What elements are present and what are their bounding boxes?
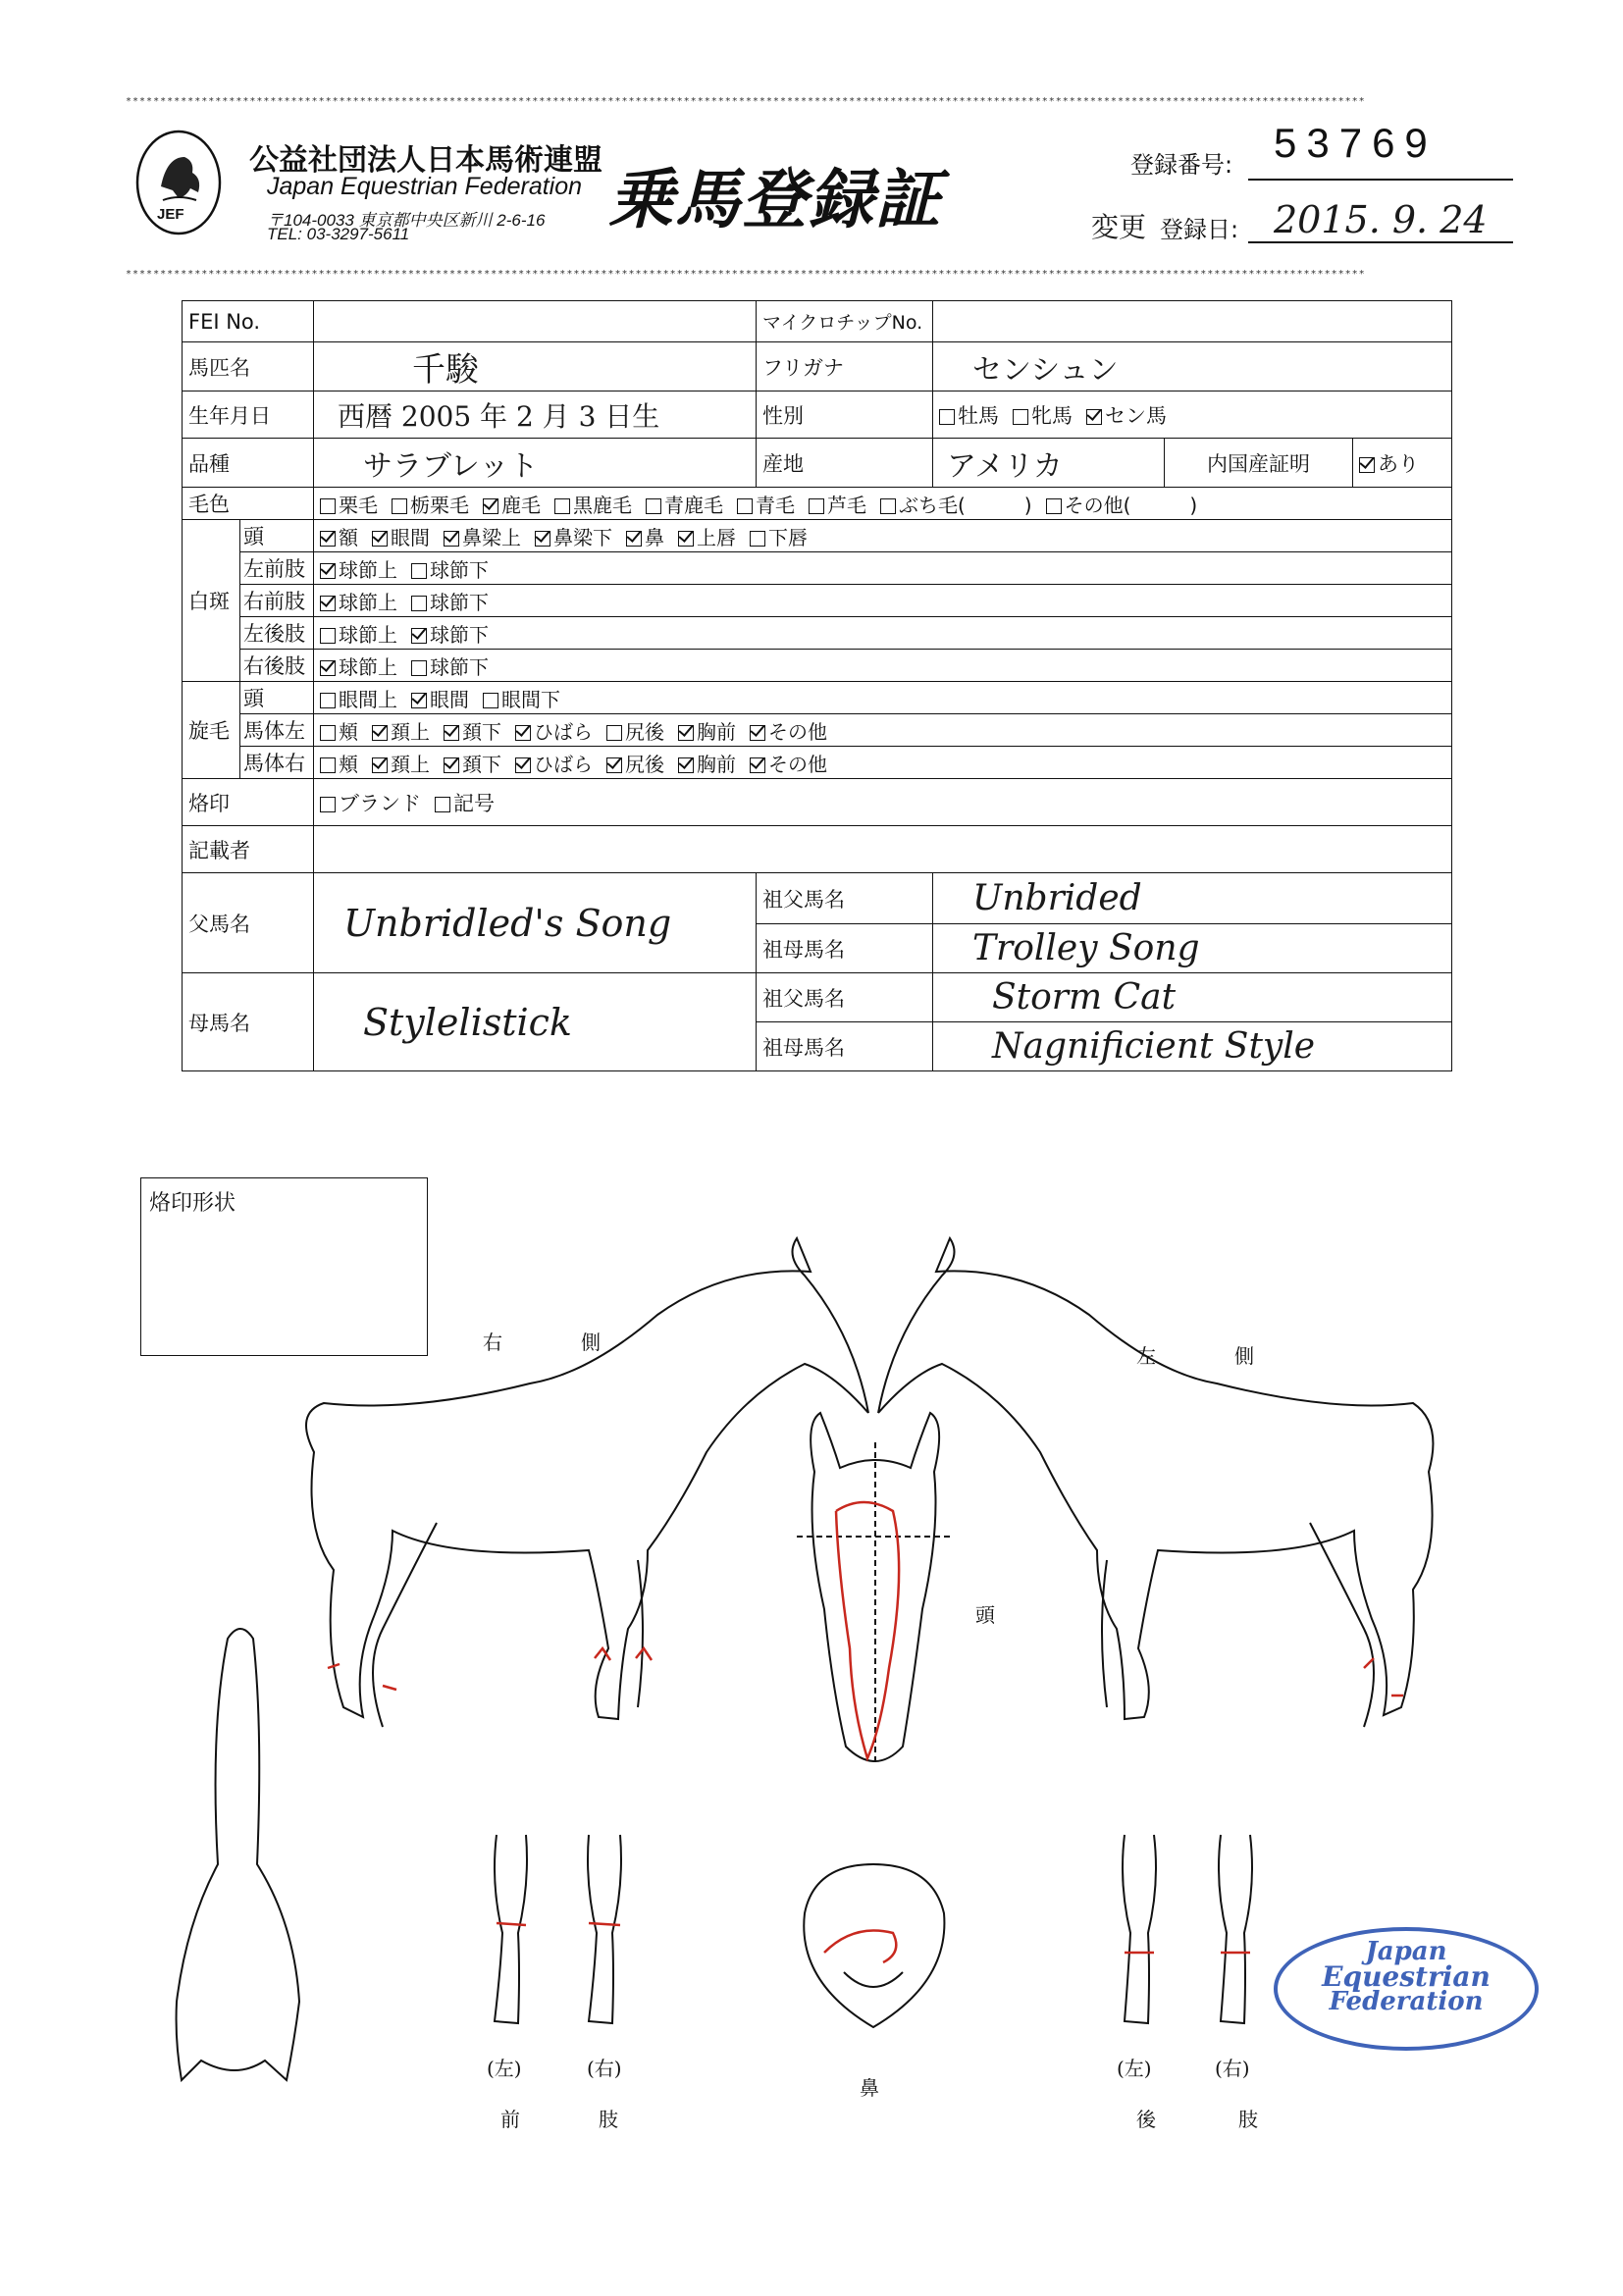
front-limb-char: 肢: [599, 2108, 618, 2131]
option-label: 頬: [339, 752, 358, 776]
option-label: 頚下: [462, 752, 501, 776]
origin-label: 産地: [757, 439, 933, 488]
coat-label: 毛色: [183, 488, 314, 520]
chip-label: マイクロチップNo.: [757, 301, 933, 342]
option-label: 球節下: [430, 557, 489, 582]
front-left-label: (左): [487, 2057, 522, 2080]
brand-label: 烙印: [183, 779, 314, 826]
option-label: 球節下: [430, 622, 489, 647]
org-name-en: Japan Equestrian Federation: [267, 173, 583, 200]
option-label: 頬: [339, 719, 358, 744]
option-label: ひばら: [534, 719, 593, 744]
kana-value: センシュン: [933, 342, 1452, 391]
sire-value: Unbridled's Song: [314, 873, 757, 973]
white-marking-label: 白斑: [183, 520, 240, 682]
front-right-label: (右): [587, 2057, 622, 2080]
reg-no-label: 登録番号:: [1130, 151, 1233, 179]
option-label: 球節下: [430, 654, 489, 679]
left-side-horse: [878, 1238, 1433, 1727]
org-tel: TEL: 03-3297-5611: [267, 225, 410, 243]
option-label: 記号: [453, 791, 495, 815]
recorder-label: 記載者: [183, 826, 314, 873]
option-label: あり: [1378, 451, 1419, 476]
header-divider: ************************************************************************************************************************************************************************************: [126, 269, 1366, 280]
front-char: 前: [500, 2108, 520, 2131]
whorl-label: 旋毛: [183, 682, 240, 779]
option-label: 栃栗毛: [410, 493, 469, 517]
option-label: 鼻: [645, 525, 664, 549]
option-label: 栗毛: [339, 493, 378, 517]
option-label: 頚下: [462, 719, 501, 744]
birth-label: 生年月日: [183, 391, 314, 439]
white-marking-part: 右後肢: [240, 650, 314, 682]
breed-value: サラブレット: [314, 439, 757, 488]
domestic-label: 内国産証明: [1165, 439, 1353, 488]
dam-sire-value: Storm Cat: [933, 973, 1452, 1022]
document-title: 乗馬登録証: [608, 162, 942, 237]
option-label: 胸前: [697, 719, 736, 744]
option-label: 鹿毛: [501, 493, 541, 517]
option-label: 尻後: [625, 719, 664, 744]
white-marking-part: 左前肢: [240, 552, 314, 585]
option-label: 球節下: [430, 590, 489, 614]
dam-dam-label: 祖母馬名: [757, 1022, 933, 1071]
option-label: セン馬: [1105, 403, 1167, 428]
stamp-line-1: Japan: [1365, 1937, 1447, 1966]
option-label: 上唇: [697, 525, 736, 549]
whorl-part: 頭: [240, 682, 314, 714]
birth-value: 西暦 2005 年 2 月 3 日生: [314, 391, 757, 439]
option-label: 額: [339, 525, 358, 549]
option-label: 黒鹿毛: [573, 493, 632, 517]
option-label: 頚上: [391, 752, 430, 776]
nose-view: [804, 1864, 944, 2027]
dam-sire-label: 祖父馬名: [757, 973, 933, 1022]
hind-char: 後: [1136, 2108, 1156, 2131]
nose-label: 鼻: [860, 2076, 879, 2100]
breed-label: 品種: [183, 439, 314, 488]
white-marking-part: 左後肢: [240, 617, 314, 650]
top-view-horse: [177, 1629, 299, 2080]
sire-label: 父馬名: [183, 873, 314, 973]
option-label: 牝馬: [1031, 403, 1073, 428]
right-side-horse: [306, 1238, 868, 1727]
option-label: 牡馬: [958, 403, 999, 428]
option-label: ぶち毛( ): [899, 493, 1032, 517]
option-label: 芦毛: [827, 493, 866, 517]
option-label: 眼間上: [339, 687, 397, 711]
sire-sire-label: 祖父馬名: [757, 873, 933, 924]
option-label: 胸前: [697, 752, 736, 776]
option-label: 鼻梁上: [462, 525, 521, 549]
dam-label: 母馬名: [183, 973, 314, 1071]
head-label: 頭: [975, 1603, 995, 1627]
reg-date-label: 登録日:: [1160, 216, 1239, 243]
sire-dam-value: Trolley Song: [933, 924, 1452, 973]
option-label: 眼間下: [501, 687, 560, 711]
logo-text: JEF: [157, 206, 184, 223]
sire-dam-label: 祖母馬名: [757, 924, 933, 973]
option-label: 下唇: [768, 525, 808, 549]
option-label: 球節上: [339, 654, 397, 679]
option-label: 青毛: [756, 493, 795, 517]
option-label: 頚上: [391, 719, 430, 744]
white-markings: [328, 1502, 1403, 1962]
org-address: 〒104-0033 東京都中央区新川 2-6-16: [267, 211, 546, 230]
reg-no-value: 53769: [1274, 120, 1438, 166]
change-mark: 変更: [1091, 211, 1147, 243]
white-marking-part: 右前肢: [240, 585, 314, 617]
option-label: 青鹿毛: [664, 493, 723, 517]
option-label: その他( ): [1064, 493, 1198, 517]
whorl-part: 馬体左: [240, 714, 314, 747]
name-value: 千駿: [314, 342, 757, 391]
option-label: 鼻梁下: [553, 525, 612, 549]
sex-label: 性別: [757, 391, 933, 439]
option-label: その他: [768, 752, 827, 776]
option-label: 眼間: [430, 687, 469, 711]
option-label: 球節上: [339, 622, 397, 647]
white-marking-part: 頭: [240, 520, 314, 552]
dam-dam-value: Nagnificient Style: [933, 1022, 1452, 1071]
dam-value: Stylelistick: [314, 973, 757, 1071]
hind-left-label: (左): [1117, 2057, 1152, 2080]
option-label: 球節上: [339, 557, 397, 582]
sire-sire-value: Unbrided: [933, 873, 1452, 924]
name-label: 馬匹名: [183, 342, 314, 391]
federation-stamp: [1274, 1927, 1539, 2051]
whorl-part: 馬体右: [240, 747, 314, 779]
right-side-label: 右 側: [483, 1331, 630, 1354]
org-name-jp: 公益社団法人日本馬術連盟: [249, 144, 602, 177]
option-label: ひばら: [534, 752, 593, 776]
head-front-view: [797, 1413, 954, 1766]
origin-value: アメリカ: [933, 439, 1165, 488]
stamp-line-2: Equestrian: [1322, 1960, 1491, 1993]
hind-right-label: (右): [1215, 2057, 1250, 2080]
brand-shape-label: 烙印形状: [149, 1191, 236, 1216]
front-limbs: [495, 1835, 621, 2023]
option-label: 球節上: [339, 590, 397, 614]
option-label: 眼間: [391, 525, 430, 549]
kana-label: フリガナ: [757, 342, 933, 391]
fei-label: FEI No.: [183, 301, 314, 342]
top-divider: ************************************************************************************************************************************************************************************: [126, 96, 1366, 107]
stamp-line-3: Federation: [1329, 1987, 1484, 2016]
hind-limb-char: 肢: [1238, 2108, 1258, 2131]
left-side-label: 左 側: [1136, 1344, 1283, 1368]
option-label: その他: [768, 719, 827, 744]
reg-date-value: 2015. 9. 24: [1274, 198, 1488, 241]
option-label: 尻後: [625, 752, 664, 776]
hind-limbs: [1123, 1835, 1252, 2023]
option-label: ブランド: [339, 791, 421, 815]
